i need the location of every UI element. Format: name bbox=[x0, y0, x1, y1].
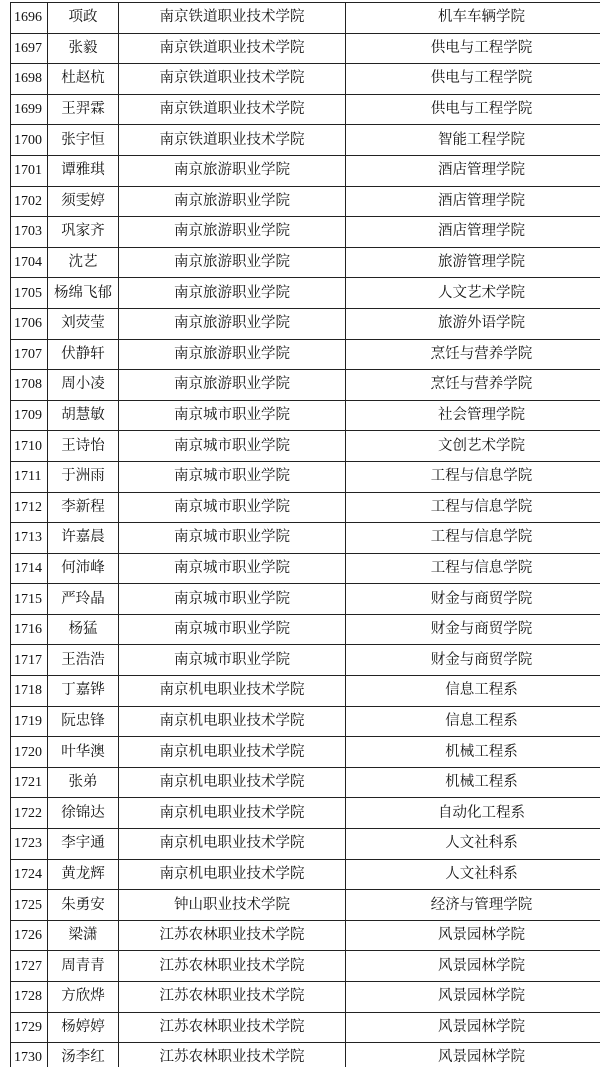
row-number-cell: 1712 bbox=[11, 492, 48, 523]
school-name-cell: 南京城市职业学院 bbox=[119, 492, 346, 523]
row-number-cell: 1707 bbox=[11, 339, 48, 370]
row-number-cell: 1729 bbox=[11, 1012, 48, 1043]
table-row bbox=[11, 614, 600, 645]
department-cell: 烹饪与营养学院 bbox=[346, 339, 600, 370]
table-row bbox=[11, 247, 600, 278]
department-cell: 社会管理学院 bbox=[346, 400, 600, 431]
school-name-cell: 南京铁道职业技术学院 bbox=[119, 64, 346, 95]
student-name-cell: 须雯婷 bbox=[48, 186, 119, 217]
student-name-cell: 巩家齐 bbox=[48, 217, 119, 248]
department-cell: 工程与信息学院 bbox=[346, 523, 600, 554]
school-name-cell: 南京城市职业学院 bbox=[119, 431, 346, 462]
student-name-cell: 王浩浩 bbox=[48, 645, 119, 676]
school-name-cell: 江苏农林职业技术学院 bbox=[119, 951, 346, 982]
student-name-cell: 严玲晶 bbox=[48, 584, 119, 615]
table-row bbox=[11, 400, 600, 431]
department-cell: 风景园林学院 bbox=[346, 982, 600, 1013]
department-cell: 信息工程系 bbox=[346, 676, 600, 707]
student-name-cell: 黄龙辉 bbox=[48, 859, 119, 890]
student-name-cell: 周青青 bbox=[48, 951, 119, 982]
department-cell: 财金与商贸学院 bbox=[346, 584, 600, 615]
table-row bbox=[11, 676, 600, 707]
school-name-cell: 南京旅游职业学院 bbox=[119, 308, 346, 339]
school-name-cell: 南京城市职业学院 bbox=[119, 614, 346, 645]
student-name-cell: 汤李红 bbox=[48, 1043, 119, 1067]
row-number-cell: 1704 bbox=[11, 247, 48, 278]
school-name-cell: 南京旅游职业学院 bbox=[119, 217, 346, 248]
row-number-cell: 1701 bbox=[11, 155, 48, 186]
department-cell: 供电与工程学院 bbox=[346, 94, 600, 125]
row-number-cell: 1730 bbox=[11, 1043, 48, 1067]
department-cell: 供电与工程学院 bbox=[346, 64, 600, 95]
student-name-cell: 方欣烨 bbox=[48, 982, 119, 1013]
department-cell: 风景园林学院 bbox=[346, 1012, 600, 1043]
row-number-cell: 1727 bbox=[11, 951, 48, 982]
department-cell: 烹饪与营养学院 bbox=[346, 370, 600, 401]
table-row bbox=[11, 706, 600, 737]
row-number-cell: 1724 bbox=[11, 859, 48, 890]
row-number-cell: 1721 bbox=[11, 767, 48, 798]
student-name-cell: 沈艺 bbox=[48, 247, 119, 278]
department-cell: 自动化工程系 bbox=[346, 798, 600, 829]
department-cell: 人文艺术学院 bbox=[346, 278, 600, 309]
row-number-cell: 1717 bbox=[11, 645, 48, 676]
table-row bbox=[11, 645, 600, 676]
department-cell: 机械工程系 bbox=[346, 737, 600, 768]
school-name-cell: 南京旅游职业学院 bbox=[119, 339, 346, 370]
table-row bbox=[11, 829, 600, 860]
school-name-cell: 南京机电职业技术学院 bbox=[119, 676, 346, 707]
school-name-cell: 南京铁道职业技术学院 bbox=[119, 94, 346, 125]
school-name-cell: 南京机电职业技术学院 bbox=[119, 767, 346, 798]
department-cell: 文创艺术学院 bbox=[346, 431, 600, 462]
student-name-cell: 梁潇 bbox=[48, 920, 119, 951]
school-name-cell: 南京城市职业学院 bbox=[119, 400, 346, 431]
table-row bbox=[11, 859, 600, 890]
row-number-cell: 1709 bbox=[11, 400, 48, 431]
row-number-cell: 1714 bbox=[11, 553, 48, 584]
table-row bbox=[11, 798, 600, 829]
school-name-cell: 南京机电职业技术学院 bbox=[119, 859, 346, 890]
school-name-cell: 南京机电职业技术学院 bbox=[119, 737, 346, 768]
table-row bbox=[11, 492, 600, 523]
school-name-cell: 南京机电职业技术学院 bbox=[119, 798, 346, 829]
table-row bbox=[11, 339, 600, 370]
row-number-cell: 1720 bbox=[11, 737, 48, 768]
roster-table-body bbox=[11, 3, 600, 1067]
student-name-cell: 阮忠锋 bbox=[48, 706, 119, 737]
table-row bbox=[11, 584, 600, 615]
row-number-cell: 1708 bbox=[11, 370, 48, 401]
student-name-cell: 伏静轩 bbox=[48, 339, 119, 370]
row-number-cell: 1711 bbox=[11, 461, 48, 492]
student-name-cell: 朱勇安 bbox=[48, 890, 119, 921]
department-cell: 人文社科系 bbox=[346, 859, 600, 890]
school-name-cell: 江苏农林职业技术学院 bbox=[119, 920, 346, 951]
department-cell: 机车车辆学院 bbox=[346, 3, 600, 34]
student-name-cell: 于洲雨 bbox=[48, 461, 119, 492]
department-cell: 风景园林学院 bbox=[346, 920, 600, 951]
table-row bbox=[11, 461, 600, 492]
row-number-cell: 1699 bbox=[11, 94, 48, 125]
row-number-cell: 1702 bbox=[11, 186, 48, 217]
row-number-cell: 1705 bbox=[11, 278, 48, 309]
school-name-cell: 江苏农林职业技术学院 bbox=[119, 1012, 346, 1043]
department-cell: 工程与信息学院 bbox=[346, 461, 600, 492]
table-row bbox=[11, 1043, 600, 1067]
department-cell: 智能工程学院 bbox=[346, 125, 600, 156]
school-name-cell: 南京城市职业学院 bbox=[119, 584, 346, 615]
school-name-cell: 南京旅游职业学院 bbox=[119, 186, 346, 217]
table-row bbox=[11, 94, 600, 125]
student-name-cell: 项政 bbox=[48, 3, 119, 34]
student-name-cell: 周小凌 bbox=[48, 370, 119, 401]
student-name-cell: 杨绵飞郁 bbox=[48, 278, 119, 309]
department-cell: 酒店管理学院 bbox=[346, 217, 600, 248]
student-name-cell: 许嘉晨 bbox=[48, 523, 119, 554]
school-name-cell: 南京铁道职业技术学院 bbox=[119, 3, 346, 34]
department-cell: 信息工程系 bbox=[346, 706, 600, 737]
table-row bbox=[11, 1012, 600, 1043]
table-row bbox=[11, 125, 600, 156]
row-number-cell: 1716 bbox=[11, 614, 48, 645]
school-name-cell: 南京旅游职业学院 bbox=[119, 370, 346, 401]
row-number-cell: 1715 bbox=[11, 584, 48, 615]
student-name-cell: 丁嘉铧 bbox=[48, 676, 119, 707]
table-row bbox=[11, 951, 600, 982]
school-name-cell: 南京城市职业学院 bbox=[119, 523, 346, 554]
school-name-cell: 南京城市职业学院 bbox=[119, 461, 346, 492]
school-name-cell: 南京铁道职业技术学院 bbox=[119, 125, 346, 156]
department-cell: 财金与商贸学院 bbox=[346, 614, 600, 645]
student-name-cell: 王诗怡 bbox=[48, 431, 119, 462]
department-cell: 人文社科系 bbox=[346, 829, 600, 860]
student-name-cell: 张毅 bbox=[48, 33, 119, 64]
row-number-cell: 1728 bbox=[11, 982, 48, 1013]
student-name-cell: 何沛峰 bbox=[48, 553, 119, 584]
department-cell: 风景园林学院 bbox=[346, 1043, 600, 1067]
student-name-cell: 王羿霖 bbox=[48, 94, 119, 125]
row-number-cell: 1703 bbox=[11, 217, 48, 248]
student-name-cell: 谭雅琪 bbox=[48, 155, 119, 186]
student-name-cell: 李新程 bbox=[48, 492, 119, 523]
row-number-cell: 1697 bbox=[11, 33, 48, 64]
table-row bbox=[11, 186, 600, 217]
table-row bbox=[11, 33, 600, 64]
department-cell: 工程与信息学院 bbox=[346, 553, 600, 584]
student-name-cell: 张宇恒 bbox=[48, 125, 119, 156]
row-number-cell: 1723 bbox=[11, 829, 48, 860]
department-cell: 工程与信息学院 bbox=[346, 492, 600, 523]
school-name-cell: 南京铁道职业技术学院 bbox=[119, 33, 346, 64]
row-number-cell: 1706 bbox=[11, 308, 48, 339]
row-number-cell: 1719 bbox=[11, 706, 48, 737]
roster-table bbox=[10, 2, 600, 1067]
department-cell: 财金与商贸学院 bbox=[346, 645, 600, 676]
school-name-cell: 南京旅游职业学院 bbox=[119, 278, 346, 309]
table-row bbox=[11, 3, 600, 34]
school-name-cell: 南京城市职业学院 bbox=[119, 553, 346, 584]
row-number-cell: 1713 bbox=[11, 523, 48, 554]
table-row bbox=[11, 308, 600, 339]
table-row bbox=[11, 523, 600, 554]
row-number-cell: 1698 bbox=[11, 64, 48, 95]
table-row bbox=[11, 920, 600, 951]
row-number-cell: 1718 bbox=[11, 676, 48, 707]
table-row bbox=[11, 370, 600, 401]
table-row bbox=[11, 278, 600, 309]
student-name-cell: 徐锦达 bbox=[48, 798, 119, 829]
table-row bbox=[11, 890, 600, 921]
row-number-cell: 1725 bbox=[11, 890, 48, 921]
department-cell: 酒店管理学院 bbox=[346, 155, 600, 186]
table-row bbox=[11, 64, 600, 95]
student-name-cell: 杨婷婷 bbox=[48, 1012, 119, 1043]
student-name-cell: 胡慧敏 bbox=[48, 400, 119, 431]
table-row bbox=[11, 982, 600, 1013]
row-number-cell: 1700 bbox=[11, 125, 48, 156]
student-name-cell: 张弟 bbox=[48, 767, 119, 798]
department-cell: 酒店管理学院 bbox=[346, 186, 600, 217]
student-name-cell: 李宇通 bbox=[48, 829, 119, 860]
school-name-cell: 南京旅游职业学院 bbox=[119, 247, 346, 278]
student-name-cell: 杨猛 bbox=[48, 614, 119, 645]
student-name-cell: 杜赵杭 bbox=[48, 64, 119, 95]
table-row bbox=[11, 431, 600, 462]
school-name-cell: 江苏农林职业技术学院 bbox=[119, 982, 346, 1013]
table-row bbox=[11, 217, 600, 248]
table-row bbox=[11, 737, 600, 768]
department-cell: 风景园林学院 bbox=[346, 951, 600, 982]
department-cell: 旅游外语学院 bbox=[346, 308, 600, 339]
school-name-cell: 南京旅游职业学院 bbox=[119, 155, 346, 186]
school-name-cell: 钟山职业技术学院 bbox=[119, 890, 346, 921]
department-cell: 机械工程系 bbox=[346, 767, 600, 798]
department-cell: 旅游管理学院 bbox=[346, 247, 600, 278]
row-number-cell: 1722 bbox=[11, 798, 48, 829]
school-name-cell: 江苏农林职业技术学院 bbox=[119, 1043, 346, 1067]
school-name-cell: 南京城市职业学院 bbox=[119, 645, 346, 676]
student-name-cell: 刘荧莹 bbox=[48, 308, 119, 339]
department-cell: 供电与工程学院 bbox=[346, 33, 600, 64]
department-cell: 经济与管理学院 bbox=[346, 890, 600, 921]
student-name-cell: 叶华澳 bbox=[48, 737, 119, 768]
table-row bbox=[11, 155, 600, 186]
row-number-cell: 1696 bbox=[11, 3, 48, 34]
school-name-cell: 南京机电职业技术学院 bbox=[119, 706, 346, 737]
school-name-cell: 南京机电职业技术学院 bbox=[119, 829, 346, 860]
table-row bbox=[11, 553, 600, 584]
table-row bbox=[11, 767, 600, 798]
row-number-cell: 1710 bbox=[11, 431, 48, 462]
row-number-cell: 1726 bbox=[11, 920, 48, 951]
